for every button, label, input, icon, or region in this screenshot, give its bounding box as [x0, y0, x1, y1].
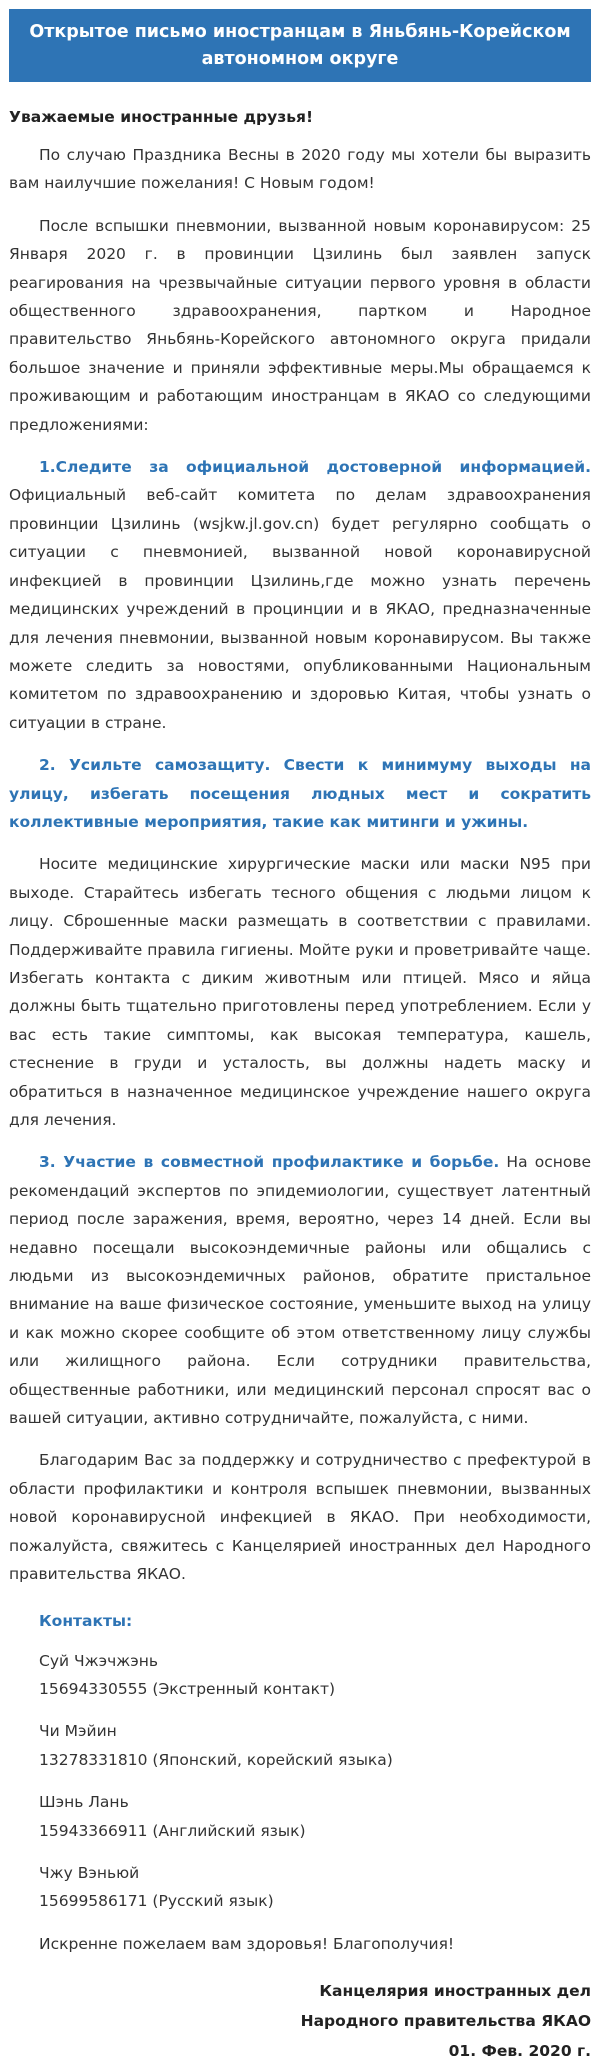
section-1 — [9, 453, 591, 737]
greeting: Уважаемые иностранные друзья! — [9, 108, 314, 126]
signature-block — [9, 1976, 591, 2066]
contact-name: Шэнь Лань — [39, 1793, 129, 1812]
letter-header — [9, 9, 591, 82]
section-2-body: Носите медицинские хирургические маски или маски N95 при выходе. Старайтесь избегать тесного общения с людьми лицом к лицу. Сброшенные маски размещать в соответствии с правилами. Поддерживайте правила гигиены. Мойте руки и проветривайте чаще. Избегать контакта с диким животным или птицей. Мясо и яйца должны быть тщательно приготовлены перед употреблением. Если у вас есть такие симптомы, как высокая температура, кашель, стеснение в груди и усталость, вы должны надеть маску и обратиться в назначенное медицинское учреждение нашего округа для лечения. — [9, 855, 591, 1129]
contact-phone: 15943366911 — [39, 1821, 148, 1840]
contact-note: (Русский язык) — [152, 1892, 274, 1911]
contact-name: Чжу Вэньюй — [39, 1863, 140, 1882]
contact-phone-line — [39, 1817, 591, 1845]
contact-phone-line — [39, 1675, 591, 1703]
contact-item — [39, 1647, 591, 1704]
contact-item — [39, 1859, 591, 1916]
section-3 — [9, 1148, 591, 1432]
paragraph-outbreak: После вспышки пневмонии, вызванной новым коронавирусом: 25 Января 2020 г. в провинции Цзилинь был заявлен запуск реагирования на чрезвычайные ситуации первого уровня в области общественного здравоохранения, партком и Народное правительство Яньбянь-Корейского автономного округа придали большое значение и приняли эффективные меры.Мы обращаемся к проживающим и работающим иностранцам в ЯКАО со следующими предложениями: — [9, 216, 591, 434]
contact-name: Чи Мэйин — [39, 1722, 117, 1741]
contact-phone: 15699586171 — [39, 1892, 148, 1911]
section-3-body: На основе рекомендаций экспертов по эпидемиологии, существует латентный период после заражения, время, вероятно, через 14 дней. Если вы недавно посещали высокоэндемичные районы или общались с людьми из высокоэндемичных районов, обратите пристальное внимание на ваше физическое состояние, уменьшите выход на улицу и как можно скорее сообщите об этом ответственному лицу службы или жилищного района. Если сотрудники правительства, общественные работники, или медицинский персонал спросят вас о вашей ситуации, активно сотрудничайте, пожалуйста, с ними. — [9, 1153, 592, 1428]
contact-phone-line — [39, 1887, 591, 1915]
section-2-heading-text: 2. Усильте самозащиту. Свести к минимуму выходы на улицу, избегать посещения людных мест и сократить коллективные мероприятия, такие как митинги и ужины. — [9, 756, 591, 831]
paragraph-new-year: По случаю Праздника Весны в 2020 году мы хотели бы выразить вам наилучшие пожелания! С Новым годом! — [9, 146, 591, 193]
signature-line1: Канцелярия иностранных дел — [319, 1981, 591, 2000]
letter-title-line2: автономном округе — [201, 48, 399, 69]
contact-phone: 15694330555 — [39, 1679, 148, 1698]
section-3-heading: 3. Участие в совместной профилактике и борьбе. — [39, 1153, 500, 1172]
section-1-heading: 1.Следите за официальной достоверной информацией. — [39, 458, 591, 477]
contacts-title: Контакты: — [39, 1611, 133, 1630]
contact-note: (Английский язык) — [152, 1821, 306, 1840]
contact-phone-line — [39, 1746, 591, 1774]
letter-body — [0, 103, 600, 2066]
signature-date: 01. Фев. 2020 г. — [448, 2041, 591, 2060]
contact-note: (Японский, корейский языка) — [152, 1750, 393, 1769]
contact-phone: 13278331810 — [39, 1750, 148, 1769]
contact-item — [39, 1788, 591, 1845]
section-1-body: Официальный веб-сайт комитета по делам здравоохранения провинции Цзилинь (wsjkw.jl.gov.cn) будет регулярно сообщать о ситуации с пневмонией, вызванной новой коронавирусной инфекцией в провинции Цзилинь,где можно узнать перечень медицинских учреждений в процинции и в ЯКАО, предназначенные для лечения пневмонии, вызванной новым коронавирусом. Вы также можете следить за новостями, опубликованными Национальным комитетом по здравоохранению и здоровью Китая, чтобы узнать о ситуации в стране. — [9, 486, 591, 732]
contact-name: Суй Чжэчжэнь — [39, 1651, 158, 1670]
signature-line2: Народного правительства ЯКАО — [300, 2011, 591, 2030]
section-2-heading — [9, 751, 591, 836]
paragraph-thanks: Благодарим Вас за поддержку и сотрудничество с префектурой в области профилактики и контроля вспышек пневмонии, вызванных новой коронавирусной инфекцией в ЯКАО. При необходимости, пожалуйста, свяжитесь с Канцелярией иностранных дел Народного правительства ЯКАО. — [9, 1451, 591, 1584]
contact-item — [39, 1717, 591, 1774]
letter-title-line1: Открытое письмо иностранцам в Яньбянь-Корейском — [29, 21, 571, 42]
closing-wish: Искренне пожелаем вам здоровья! Благополучия! — [39, 1934, 455, 1953]
contact-note: (Экстренный контакт) — [152, 1679, 336, 1698]
